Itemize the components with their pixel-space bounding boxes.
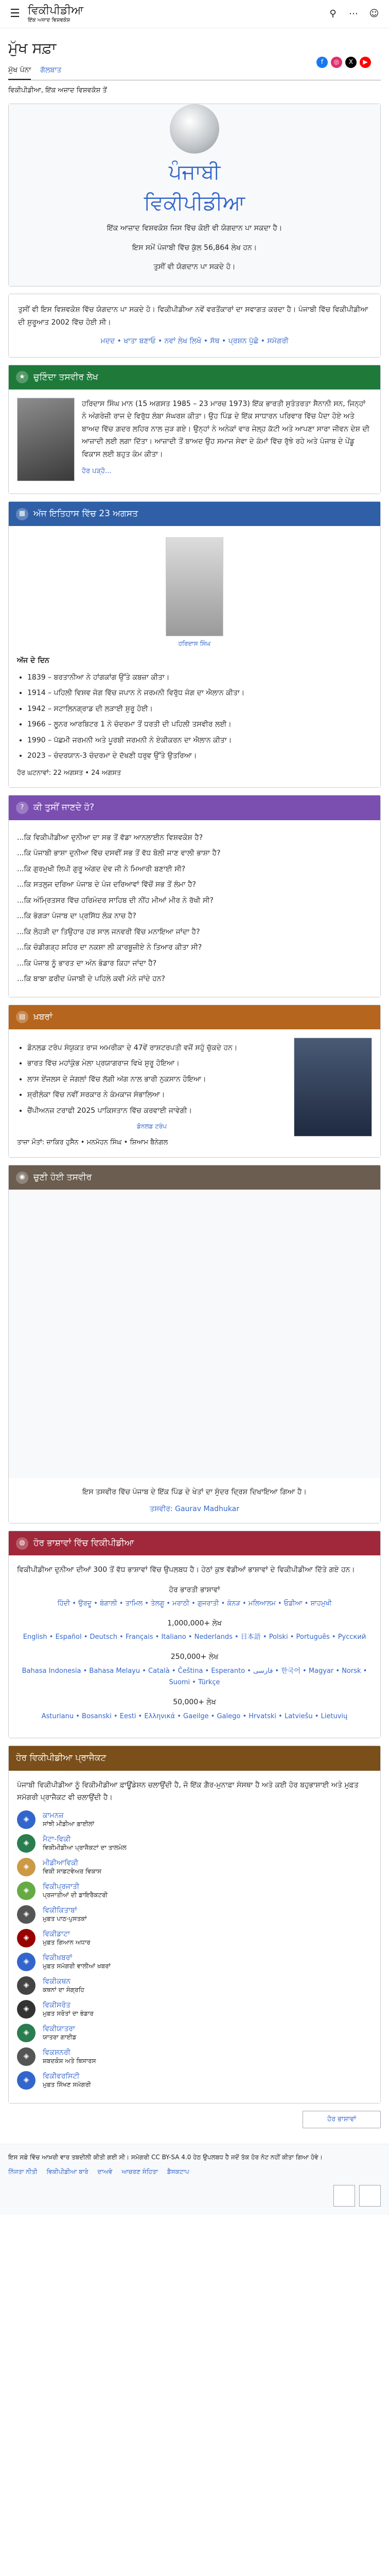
dyk-item: ...ਕਿ ਭੰਗੜਾ ਪੰਜਾਬ ਦਾ ਪ੍ਰਸਿੱਧ ਲੋਕ ਨਾਚ ਹੈ?: [17, 912, 136, 921]
footer-link-desktop[interactable]: ਡੈਸਕਟਾਪ: [167, 2167, 189, 2175]
dyk-item: ...ਕਿ ਸਤਲੁਜ ਦਰਿਆ ਪੰਜਾਬ ਦੇ ਪੰਜ ਦਰਿਆਵਾਂ ਵਿੱਚੋਂ ਸਭ ਤੋਂ ਲੰਮਾ ਹੈ?: [17, 880, 196, 889]
list-item: • ਭਾਰਤ ਵਿੱਚ ਮਹਾਂਕੁੰਭ ਮੇਲਾ ਪ੍ਰਯਾਗਰਾਜ ਵਿਖੇ ਸ਼ੁਰੂ ਹੋਇਆ।: [27, 1057, 372, 1070]
sister-project-item[interactable]: [17, 2071, 372, 2090]
newspaper-icon: ▤: [16, 1011, 28, 1023]
dyk-item: ...ਕਿ ਲੋਹੜੀ ਦਾ ਤਿਉਹਾਰ ਹਰ ਸਾਲ ਜਨਵਰੀ ਵਿੱਚ ਮਨਾਇਆ ਜਾਂਦਾ ਹੈ?: [17, 927, 200, 936]
footer-link-privacy[interactable]: ਨਿੱਜਤਾ ਨੀਤੀ: [8, 2167, 38, 2175]
on-this-day-image[interactable]: [166, 537, 223, 636]
news-box: [8, 1005, 381, 1158]
mediawiki-badge[interactable]: [359, 2185, 381, 2207]
page-title: ਮੁੱਖ ਸਫ਼ਾ: [8, 39, 57, 57]
potd-header: [9, 1165, 380, 1190]
site-name-line-1: ਪੰਜਾਬੀ: [168, 160, 221, 184]
calendar-icon: ▦: [16, 508, 28, 520]
group-languages[interactable]: English • Español • Deutsch • Français • Italiano • Nederlands • 日本語 • Polski • Português • Русский: [23, 1633, 366, 1641]
project-description: ਪ੍ਰਜਾਤੀਆਂ ਦੀ ਡਾਇਰੈਕਟਰੀ: [43, 1891, 108, 1899]
project-name[interactable]: ਵਿਕੀਕਥਨ: [43, 1977, 71, 1986]
language-group: [17, 1617, 372, 1643]
x-icon[interactable]: X: [345, 57, 357, 68]
project-logo-icon: ◈: [17, 2000, 36, 2019]
group-count: 50,000+ ਲੇਖ: [173, 1698, 216, 1707]
sister-project-item[interactable]: [17, 1882, 372, 1900]
youtube-icon[interactable]: ▶: [360, 57, 371, 68]
dyk-item: ...ਕਿ ਪੰਜਾਬੀ ਭਾਸ਼ਾ ਦੁਨੀਆ ਵਿੱਚ ਦਸਵੀਂ ਸਭ ਤੋਂ ਵੱਧ ਬੋਲੀ ਜਾਣ ਵਾਲੀ ਭਾਸ਼ਾ ਹੈ?: [17, 849, 221, 858]
top-header: [0, 0, 389, 28]
list-item: • ਡੋਨਲਡ ਟਰੰਪ ਸੰਯੁਕਤ ਰਾਜ ਅਮਰੀਕਾ ਦੇ 47ਵੇਂ ਰਾਸ਼ਟਰਪਤੀ ਵਜੋਂ ਸਹੁੰ ਚੁੱਕਦੇ ਹਨ।: [27, 1042, 372, 1055]
project-name[interactable]: ਵਿਕੀਡਾਟਾ: [43, 1929, 70, 1938]
search-icon[interactable]: ⚲: [329, 8, 337, 19]
sister-project-item[interactable]: [17, 1858, 372, 1876]
globe-icon: ◍: [16, 1537, 28, 1550]
group-count: 250,000+ ਲੇਖ: [170, 1653, 219, 1662]
group-languages[interactable]: Asturianu • Bosanski • Eesti • Ελληνικά • Gaeilge • Galego • Hrvatski • Latviešu • Lietuvių: [41, 1712, 348, 1720]
project-description: ਸ਼ਬਦਕੋਸ਼ ਅਤੇ ਥਿਸਾਰਸ: [43, 2057, 96, 2064]
other-languages-box: [8, 1531, 381, 1738]
project-description: ਵਿਕੀਮੀਡੀਆ ਪ੍ਰਾਜੈਕਟਾਂ ਦਾ ਤਾਲਮੇਲ: [43, 1843, 127, 1851]
language-group: [17, 1651, 372, 1689]
potd-image[interactable]: [9, 1190, 380, 1478]
sister-project-item[interactable]: [17, 1905, 372, 1924]
news-header: [9, 1005, 380, 1029]
logo-tagline: ਇੱਕ ਅਜ਼ਾਦ ਵਿਸ਼ਵਕੋਸ਼: [28, 17, 70, 23]
sister-projects-intro: ਪੰਜਾਬੀ ਵਿਕੀਪੀਡੀਆ ਨੂੰ ਵਿਕੀਮੀਡੀਆ ਫ਼ਾਊਂਡੇਸ਼ਨ ਚਲਾਉਂਦੀ ਹੈ, ਜੋ ਇੱਕ ਗ਼ੈਰ-ਮੁਨਾਫ਼ਾ ਸੰਸਥਾ ਹੈ ਅਤੇ ਕਈ ਹੋਰ ਬਹੁਭਾਸ਼ਾਈ ਅਤੇ ਮੁਫ਼ਤ ਸਮੱਗਰੀ ਪ੍ਰਾਜੈਕਟ ਵੀ ਚਲਾਉਂਦੀ ਹੈ।: [17, 1781, 359, 1802]
featured-text: ਹਰਿਦਾਸ ਸਿੰਘ ਮਾਨ (15 ਅਗਸਤ 1985 – 23 ਮਾਰਚ 1973) ਇੱਕ ਭਾਰਤੀ ਸੁਤੰਤਰਤਾ ਸੈਨਾਨੀ ਸਨ, ਜਿਨ੍ਹਾਂ ਨੇ ਅੰਗਰੇਜ਼ੀ ਰਾਜ ਦੇ ਵਿਰੁੱਧ ਲੰਬਾ ਸੰਘਰਸ਼ ਕੀਤਾ। ਉਹ ਪਿੰਡ ਦੇ ਇੱਕ ਸਾਧਾਰਨ ਪਰਿਵਾਰ ਵਿੱਚ ਪੈਦਾ ਹੋਏ ਅਤੇ ਬਾਅਦ ਵਿੱਚ ਗ਼ਦਰ ਲਹਿਰ ਨਾਲ ਜੁੜ ਗਏ। ਉਨ੍ਹਾਂ ਨੇ ਅਨੇਕਾਂ ਵਾਰ ਜੇਲ੍ਹ ਕੱਟੀ ਅਤੇ ਆਪਣਾ ਸਾਰਾ ਜੀਵਨ ਦੇਸ਼ ਦੀ ਆਜ਼ਾਦੀ ਲਈ ਲਗਾ ਦਿੱਤਾ। ਆਜ਼ਾਦੀ ਤੋਂ ਬਾਅਦ ਉਹ ਸਮਾਜ ਸੇਵਾ ਦੇ ਕੰਮਾਂ ਵਿੱਚ ਰੁੱਝੇ ਰਹੇ ਅਤੇ ਪੰਜਾਬ ਦੇ ਪੇਂਡੂ ਵਿਕਾਸ ਲਈ ਬਹੁਤ ਕੰਮ ਕੀਤਾ।: [82, 399, 369, 459]
project-description: ਵਿਕੀ ਸਾਫ਼ਟਵੇਅਰ ਵਿਕਾਸ: [43, 1867, 102, 1875]
on-this-day-caption[interactable]: ਹਰਿਦਾਸ ਸਿੰਘ: [178, 640, 211, 648]
on-this-day-header: [9, 502, 380, 526]
project-logo-icon: ◈: [17, 1976, 36, 1995]
sister-project-item[interactable]: [17, 1834, 372, 1853]
project-description: ਮੁਫ਼ਤ ਸਮੱਗਰੀ ਵਾਲੀਆਂ ਖ਼ਬਰਾਂ: [43, 1962, 111, 1970]
language-group: [17, 1584, 372, 1610]
dyk-item: ...ਕਿ ਬਾਬਾ ਫ਼ਰੀਦ ਪੰਜਾਬੀ ਦੇ ਪਹਿਲੇ ਕਵੀ ਮੰਨੇ ਜਾਂਦੇ ਹਨ?: [17, 975, 165, 984]
footer-link-disclaimers[interactable]: ਦਾਅਵੇ: [97, 2167, 113, 2175]
language-selector-button[interactable]: ਹੋਰ ਭਾਸ਼ਾਵਾਂ: [303, 2111, 381, 2129]
question-icon: ?: [16, 802, 28, 814]
group-count: ਹੋਰ ਭਾਰਤੀ ਭਾਸ਼ਾਵਾਂ: [169, 1585, 220, 1594]
project-name[interactable]: ਵਿਕੀਵਰਸਿਟੀ: [43, 2072, 80, 2080]
project-name[interactable]: ਵਿਕੀਸਰੋਤ: [43, 2001, 70, 2009]
potd-credit[interactable]: ਤਸਵੀਰ: Gaurav Madhukar: [150, 1504, 239, 1513]
list-item: • 2023 – ਚੰਦਰਯਾਨ-3 ਚੰਦਰਮਾ ਦੇ ਦੱਖਣੀ ਧਰੁਵ ਉੱਤੇ ਉਤਰਿਆ।: [27, 750, 372, 762]
potd-header-label: ਚੁਣੀ ਹੋਈ ਤਸਵੀਰ: [33, 1172, 92, 1183]
welcome-line-3: ਤੁਸੀਂ ਵੀ ਯੋਗਦਾਨ ਪਾ ਸਕਦੇ ਹੋ।: [153, 263, 236, 272]
user-icon[interactable]: ☺: [369, 8, 379, 19]
sister-project-item[interactable]: [17, 1929, 372, 1947]
other-langs-intro: ਵਿਕੀਪੀਡੀਆ ਦੁਨੀਆ ਦੀਆਂ 300 ਤੋਂ ਵੱਧ ਭਾਸ਼ਾਵਾਂ ਵਿੱਚ ਉਪਲਬਧ ਹੈ। ਹੇਠਾਂ ਕੁਝ ਵੱਡੀਆਂ ਭਾਸ਼ਾਵਾਂ ਦੇ ਵਿਕੀਪੀਡੀਆ ਦਿੱਤੇ ਗਏ ਹਨ।: [17, 1566, 355, 1574]
wikipedia-globe-logo: [170, 104, 219, 154]
project-logo-icon: ◈: [17, 1834, 36, 1853]
project-logo-icon: ◈: [17, 1858, 36, 1876]
featured-article-box: [8, 365, 381, 494]
sister-project-item[interactable]: [17, 2047, 372, 2066]
sister-project-item[interactable]: [17, 1810, 372, 1829]
sister-projects-box: [8, 1745, 381, 2103]
project-logo-icon: ◈: [17, 1882, 36, 1900]
camera-icon: ◉: [16, 1172, 28, 1184]
featured-header-label: ਚੁਣਿੰਦਾ ਤਸਵੀਰ ਲੇਖ: [33, 371, 98, 382]
welcome-line-1: ਇੱਕ ਆਜ਼ਾਦ ਵਿਸ਼ਵਕੋਸ਼ ਜਿਸ ਵਿੱਚ ਕੋਈ ਵੀ ਯੋਗਦਾਨ ਪਾ ਸਕਦਾ ਹੈ।: [107, 224, 282, 232]
project-description: ਮੁਫ਼ਤ ਸਰੋਤਾਂ ਦਾ ਭੰਡਾਰ: [43, 2009, 94, 2017]
on-this-day-box: [8, 501, 381, 788]
site-name-line-2: ਵਿਕੀਪੀਡੀਆ: [144, 191, 245, 215]
project-logo-icon: ◈: [17, 1929, 36, 1947]
intro-links[interactable]: ਮਦਦ • ਖਾਤਾ ਬਣਾਓ • ਨਵਾਂ ਲੇਖ ਲਿਖੋ • ਸੱਥ • ਪ੍ਰਸ਼ਨ ਪੁੱਛੋ • ਸਮੱਗਰੀ: [100, 337, 289, 346]
project-logo-icon: ◈: [17, 1953, 36, 1971]
news-more[interactable]: ਤਾਜ਼ਾ ਮੌਤਾਂ: ਜ਼ਾਕਿਰ ਹੁਸੈਨ • ਮਨਮੋਹਨ ਸਿੰਘ • ਸ਼ਿਆਮ ਬੈਨੇਗਲ: [17, 1139, 168, 1147]
group-languages[interactable]: Bahasa Indonesia • Bahasa Melayu • Català • Čeština • Esperanto • فارسی • 한국어 • Magyar • Norsk • Suomi • Türkçe: [22, 1667, 367, 1687]
on-this-day-header-label: ਅੱਜ ਇਤਿਹਾਸ ਵਿੱਚ 23 ਅਗਸਤ: [33, 508, 138, 519]
list-item: • 1966 – ਲੂਨਰ ਆਰਬਿਟਰ 1 ਨੇ ਚੰਦਰਮਾ ਤੋਂ ਧਰਤੀ ਦੀ ਪਹਿਲੀ ਤਸਵੀਰ ਲਈ।: [27, 718, 372, 731]
sister-project-item[interactable]: [17, 2024, 372, 2042]
project-description: ਮੁਫ਼ਤ ਗਿਆਨ ਅਧਾਰ: [43, 1938, 91, 1946]
sister-project-item[interactable]: [17, 1976, 372, 1995]
footer-link-about[interactable]: ਵਿਕੀਪੀਡੀਆ ਬਾਰੇ: [46, 2167, 89, 2175]
star-icon: ★: [16, 371, 28, 383]
project-logo-icon: ◈: [17, 2047, 36, 2066]
list-item: • 1914 – ਪਹਿਲੀ ਵਿਸ਼ਵ ਜੰਗ ਵਿੱਚ ਜਪਾਨ ਨੇ ਜਰਮਨੀ ਵਿਰੁੱਧ ਜੰਗ ਦਾ ਐਲਾਨ ਕੀਤਾ।: [27, 687, 372, 700]
on-this-day-list: [17, 671, 372, 762]
list-item: • ਚੈਂਪੀਅਨਜ਼ ਟਰਾਫੀ 2025 ਪਾਕਿਸਤਾਨ ਵਿੱਚ ਕਰਵਾਈ ਜਾਵੇਗੀ।: [27, 1105, 372, 1117]
footer-buttons: [8, 2185, 381, 2207]
project-name[interactable]: ਮੀਡੀਆਵਿਕੀ: [43, 1858, 79, 1867]
did-you-know-box: [8, 795, 381, 997]
potd-caption: ਇਸ ਤਸਵੀਰ ਵਿੱਚ ਪੰਜਾਬ ਦੇ ਇੱਕ ਪਿੰਡ ਦੇ ਖੇਤਾਂ ਦਾ ਸੁੰਦਰ ਦ੍ਰਿਸ਼ ਦਿਖਾਇਆ ਗਿਆ ਹੈ।: [82, 1488, 307, 1497]
did-you-know-header-label: ਕੀ ਤੁਸੀਂ ਜਾਣਦੇ ਹੋ?: [33, 802, 94, 813]
footer-text: ਇਸ ਸਫ਼ੇ ਵਿੱਚ ਆਖ਼ਰੀ ਵਾਰ ਤਬਦੀਲੀ ਕੀਤੀ ਗਈ ਸੀ। ਸਮੱਗਰੀ CC BY-SA 4.0 ਹੇਠ ਉਪਲਬਧ ਹੈ ਜਦੋਂ ਤੱਕ ਹੋਰ ਨੋਟ ਨਹੀਂ ਕੀਤਾ ਗਿਆ ਹੋਵੇ।: [8, 2154, 323, 2161]
article-count: ਇਸ ਸਮੇਂ ਪੰਜਾਬੀ ਵਿੱਚ ਕੁੱਲ 56,864 ਲੇਖ ਹਨ।: [132, 243, 257, 252]
news-image-caption[interactable]: ਡੋਨਲਡ ਟਰੰਪ: [137, 1123, 167, 1130]
group-count: 1,000,000+ ਲੇਖ: [167, 1619, 222, 1628]
project-name[interactable]: ਵਿਕੀਕਿਤਾਬਾਂ: [43, 1906, 77, 1914]
project-name[interactable]: ਵਿਕੀਯਾਤਰਾ: [43, 2024, 75, 2033]
sister-project-item[interactable]: [17, 2000, 372, 2019]
tab-main-page[interactable]: ਮੁੱਖ ਪੰਨਾ: [8, 61, 31, 80]
intro-text: ਤੁਸੀਂ ਵੀ ਇਸ ਵਿਸ਼ਵਕੋਸ਼ ਵਿੱਚ ਯੋਗਦਾਨ ਪਾ ਸਕਦੇ ਹੋ। ਵਿਕੀਪੀਡੀਆ ਨਵੇਂ ਵਰਤੋਂਕਾਰਾਂ ਦਾ ਸਵਾਗਤ ਕਰਦਾ ਹੈ। ਪੰਜਾਬੀ ਵਿੱਚ ਵਿਕੀਪੀਡੀਆ ਦੀ ਸ਼ੁਰੂਆਤ 2002 ਵਿੱਚ ਹੋਈ ਸੀ।: [18, 306, 368, 327]
group-languages[interactable]: ਹਿੰਦੀ • ਉਰਦੂ • ਬੰਗਾਲੀ • ਤਾਮਿਲ • ਤੇਲਗੂ • ਮਰਾਠੀ • ਗੁਜਰਾਤੀ • ਕੰਨੜ • ਮਲਿਆਲਮ • ਓਡੀਆ • ਸ਼ਾਹਮੁਖੀ: [57, 1600, 332, 1608]
featured-more-link[interactable]: ਹੋਰ ਪੜ੍ਹੋ...: [82, 467, 112, 476]
picture-of-the-day-box: [8, 1165, 381, 1523]
page-subtitle: ਵਿਕੀਪੀਡੀਆ, ਇੱਕ ਅਜ਼ਾਦ ਵਿਸ਼ਵਕੋਸ਼ ਤੋਂ: [8, 87, 107, 95]
project-description: ਮੁਫ਼ਤ ਪਾਠ-ਪੁਸਤਕਾਂ: [43, 1914, 87, 1922]
featured-portrait[interactable]: [17, 398, 75, 481]
site-logo[interactable]: [28, 5, 83, 23]
footer-link-code-of-conduct[interactable]: ਆਚਰਣ ਸੰਹਿਤਾ: [121, 2167, 158, 2175]
project-description: ਸਾਂਝੀ ਮੀਡੀਆ ਫ਼ਾਈਲਾਂ: [43, 1820, 95, 1827]
other-langs-header-label: ਹੋਰ ਭਾਸ਼ਾਵਾਂ ਵਿੱਚ ਵਿਕੀਪੀਡੀਆ: [33, 1537, 134, 1548]
footer: [0, 2144, 389, 2214]
project-logo-icon: ◈: [17, 1905, 36, 1924]
news-header-label: ਖ਼ਬਰਾਂ: [33, 1011, 52, 1022]
list-item: • ਲਾਸ ਏਂਜਲਸ ਦੇ ਜੰਗਲਾਂ ਵਿੱਚ ਲੱਗੀ ਅੱਗ ਨਾਲ ਭਾਰੀ ਨੁਕਸਾਨ ਹੋਇਆ।: [27, 1073, 372, 1086]
project-name[interactable]: ਵਿਕੀਖ਼ਬਰਾਂ: [43, 1953, 73, 1962]
project-name[interactable]: ਵਿਕਸ਼ਨਰੀ: [43, 2048, 70, 2057]
project-name[interactable]: ਮੈਟਾ-ਵਿਕੀ: [43, 1835, 71, 1843]
featured-header: [9, 365, 380, 389]
project-description: ਮੁਫ਼ਤ ਸਿੱਖਣ ਸਮੱਗਰੀ: [43, 2080, 91, 2088]
project-name[interactable]: ਵਿਕੀਪ੍ਰਜਾਤੀ: [43, 1882, 80, 1891]
hamburger-icon[interactable]: ☰: [10, 7, 20, 21]
did-you-know-header: [9, 795, 380, 820]
project-logo-icon: ◈: [17, 1810, 36, 1829]
project-description: ਕਥਨਾਂ ਦਾ ਸੰਗ੍ਰਹਿ: [43, 1986, 84, 1993]
dyk-item: ...ਕਿ ਵਿਕੀਪੀਡੀਆ ਦੁਨੀਆ ਦਾ ਸਭ ਤੋਂ ਵੱਡਾ ਆਨਲਾਈਨ ਵਿਸ਼ਵਕੋਸ਼ ਹੈ?: [17, 833, 203, 842]
social-links: [18, 57, 371, 68]
project-logo-icon: ◈: [17, 2024, 36, 2042]
project-logo-icon: ◈: [17, 2071, 36, 2090]
list-item: • 1990 – ਪੱਛਮੀ ਜਰਮਨੀ ਅਤੇ ਪੂਰਬੀ ਜਰਮਨੀ ਨੇ ਏਕੀਕਰਨ ਦਾ ਐਲਾਨ ਕੀਤਾ।: [27, 734, 372, 747]
instagram-icon[interactable]: ◎: [331, 57, 342, 68]
language-group: [17, 1696, 372, 1722]
project-name[interactable]: ਕਾਮਨਜ਼: [43, 1811, 64, 1820]
logo-title: ਵਿਕੀਪੀਡੀਆ: [28, 4, 84, 18]
on-this-day-heading: ਅੱਜ ਦੇ ਦਿਨ: [17, 656, 49, 665]
project-description: ਯਾਤਰਾ ਗਾਈਡ: [43, 2033, 77, 2041]
dyk-item: ...ਕਿ ਗੁਰਮੁਖੀ ਲਿਪੀ ਗੁਰੂ ਅੰਗਦ ਦੇਵ ਜੀ ਨੇ ਮਿਆਰੀ ਬਣਾਈ ਸੀ?: [17, 865, 186, 873]
list-item: • 1839 – ਬਰਤਾਨੀਆ ਨੇ ਹਾਂਗਕਾਂਗ ਉੱਤੇ ਕਬਜ਼ਾ ਕੀਤਾ।: [27, 671, 372, 684]
ellipsis-icon[interactable]: ⋯: [349, 8, 358, 19]
dyk-item: ...ਕਿ ਚੰਡੀਗੜ੍ਹ ਸ਼ਹਿਰ ਦਾ ਨਕਸ਼ਾ ਲੀ ਕਾਰਬੂਜ਼ੀਏ ਨੇ ਤਿਆਰ ਕੀਤਾ ਸੀ?: [17, 943, 202, 952]
tab-talk[interactable]: ਗੱਲਬਾਤ: [40, 65, 62, 74]
dyk-item: ...ਕਿ ਪੰਜਾਬ ਨੂੰ ਭਾਰਤ ਦਾ ਅੰਨ ਭੰਡਾਰ ਕਿਹਾ ਜਾਂਦਾ ਹੈ?: [17, 959, 157, 968]
news-image[interactable]: [294, 1038, 372, 1137]
on-this-day-more[interactable]: ਹੋਰ ਘਟਨਾਵਾਂ: 22 ਅਗਸਤ • 24 ਅਗਸਤ: [17, 769, 121, 777]
wikimedia-badge[interactable]: [333, 2185, 355, 2207]
dyk-item: ...ਕਿ ਅੰਮ੍ਰਿਤਸਰ ਵਿੱਚ ਹਰਿਮੰਦਰ ਸਾਹਿਬ ਦੀ ਨੀਂਹ ਮੀਆਂ ਮੀਰ ਨੇ ਰੱਖੀ ਸੀ?: [17, 896, 214, 905]
facebook-icon[interactable]: f: [316, 57, 328, 68]
sister-projects-header: [9, 1746, 380, 1770]
list-item: • ਸ਼੍ਰੀਲੰਕਾ ਵਿੱਚ ਨਵੀਂ ਸਰਕਾਰ ਨੇ ਕੰਮਕਾਜ ਸੰਭਾਲਿਆ।: [27, 1089, 372, 1101]
intro-box: [8, 294, 381, 358]
sister-projects-header-label: ਹੋਰ ਵਿਕੀਪੀਡੀਆ ਪ੍ਰਾਜੈਕਟ: [16, 1753, 107, 1764]
sister-project-item[interactable]: [17, 1953, 372, 1971]
list-item: • 1942 – ਸਟਾਲਿਨਗ੍ਰਾਡ ਦੀ ਲੜਾਈ ਸ਼ੁਰੂ ਹੋਈ।: [27, 703, 372, 716]
footer-links: [8, 2167, 381, 2177]
other-langs-header: [9, 1531, 380, 1555]
